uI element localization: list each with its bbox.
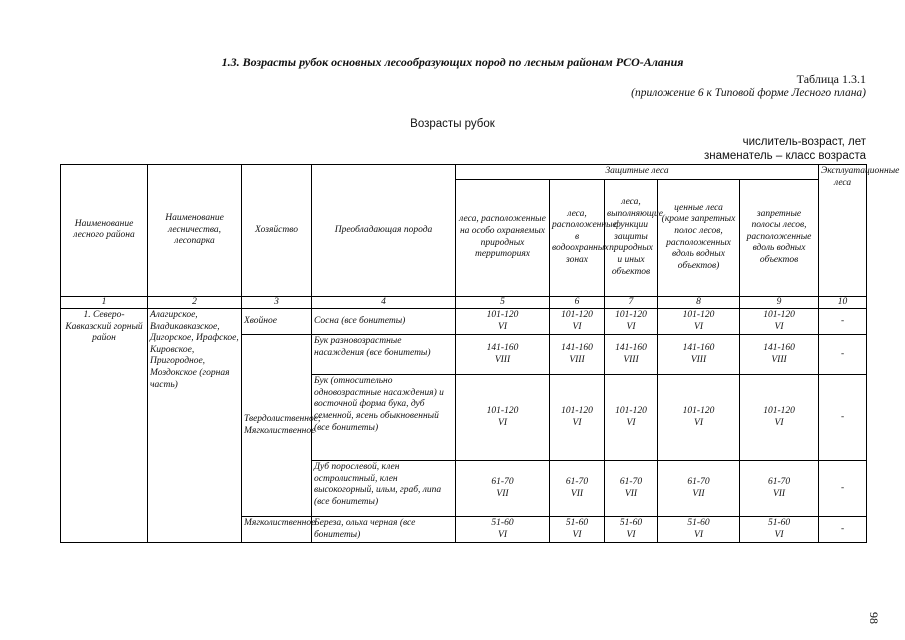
header-farm: Хозяйство (242, 165, 312, 297)
age-cell (740, 517, 819, 543)
age-class: VIII (569, 354, 585, 365)
column-number: 2 (148, 296, 242, 309)
column-number: 7 (605, 296, 658, 309)
age-cell (550, 517, 605, 543)
age-class: VII (692, 488, 705, 499)
header-valuable-forests: ценные леса (кроме запретных полос лесов, расположенных вдоль водных объектов) (658, 179, 740, 296)
age-class: VI (694, 417, 703, 428)
age-cell (550, 335, 605, 375)
cutting-age-table (60, 164, 900, 543)
exploitation-cell: - (819, 517, 867, 543)
column-number: 10 (819, 296, 867, 309)
age-value: 101-120 (615, 310, 647, 321)
age-value: 101-120 (763, 310, 795, 321)
farm-cell: Хвойное (242, 309, 312, 335)
species-cell: Дуб порослевой, клен остролистный, клен высокогорный, ильм, граб, липа (все бонитеты) (312, 461, 456, 517)
age-value: 101-120 (561, 310, 593, 321)
age-cell (658, 335, 740, 375)
age-cell (605, 375, 658, 461)
header-protective-functions: леса, выполняющие функции защиты природных и иных объектов (605, 179, 658, 296)
age-value: 61-70 (491, 477, 514, 488)
age-cell (658, 461, 740, 517)
age-class: VI (572, 417, 582, 428)
age-value: 51-60 (491, 518, 514, 529)
age-cell (605, 309, 658, 335)
age-cell (740, 335, 819, 375)
age-class: VI (694, 321, 703, 332)
age-class: VII (624, 488, 638, 499)
age-value: 101-120 (763, 406, 795, 417)
species-cell: Бук (относительно одновозрастные насаждения) и восточной форма бука, дуб семенной, ясень обыкновенный (все бонитеты) (312, 375, 456, 461)
age-cell (658, 375, 740, 461)
age-value: 141-160 (682, 343, 715, 354)
age-value: 141-160 (486, 343, 519, 354)
age-cell (456, 517, 550, 543)
column-number: 4 (312, 296, 456, 309)
age-value: 61-70 (619, 477, 643, 488)
page-number: 98 (867, 612, 881, 624)
age-cell (658, 309, 740, 335)
age-value: 61-70 (565, 477, 589, 488)
header-protective-forests: Защитные леса (456, 165, 819, 180)
age-class: VI (626, 321, 636, 332)
age-class: VI (694, 529, 703, 540)
header-banned-strips: запретные полосы лесов, расположенные вдоль водных объектов (740, 179, 819, 296)
forestry-names-cell: Алагирское, Владикавказское, Дигорское, Ирафское, Кировское, Пригородное, Моздокское (горная часть) (148, 309, 242, 543)
column-number: 1 (61, 296, 148, 309)
exploitation-cell: - (819, 375, 867, 461)
appendix-note: (приложение 6 к Типовой форме Лесного плана) (631, 87, 866, 99)
age-class: VII (772, 488, 786, 499)
age-cell (740, 375, 819, 461)
header-forestry-name: Наименование лесничества, лесопарка (148, 165, 242, 297)
age-class: VI (626, 529, 636, 540)
age-value: 101-120 (615, 406, 647, 417)
forest-district-cell: 1. Северо-Кавказский горный район (61, 309, 148, 543)
column-number: 6 (550, 296, 605, 309)
age-class: VI (774, 321, 784, 332)
age-class: VI (498, 321, 507, 332)
age-value: 51-60 (565, 518, 589, 529)
age-class: VI (498, 417, 507, 428)
age-cell (456, 309, 550, 335)
age-class: VIII (623, 354, 639, 365)
table-number: Таблица 1.3.1 (796, 72, 866, 86)
header-exploitation: Эксплуатационные леса (819, 165, 867, 297)
legend-numerator: числитель-возраст, лет (742, 136, 866, 148)
age-value: 141-160 (763, 343, 795, 354)
age-value: 51-60 (687, 518, 710, 529)
age-value: 61-70 (767, 477, 791, 488)
table-caption: Возрасты рубок (410, 118, 495, 130)
species-cell: Сосна (все бонитеты) (312, 309, 456, 335)
header-species: Преобладающая порода (312, 165, 456, 297)
age-value: 61-70 (687, 477, 710, 488)
age-value: 141-160 (561, 343, 593, 354)
column-number: 3 (242, 296, 312, 309)
age-cell (550, 309, 605, 335)
age-value: 101-120 (486, 310, 519, 321)
age-class: VI (498, 529, 507, 540)
age-class: VI (774, 417, 784, 428)
exploitation-cell: - (819, 309, 867, 335)
age-class: VIII (771, 354, 787, 365)
header-protected-areas: леса, расположенные на особо охраняемых природных территориях (456, 179, 550, 296)
section-title: 1.3. Возрасты рубок основных лесообразующих пород по лесным районам РСО-Алания (221, 55, 684, 69)
farm-cell: Мягколиственное (242, 517, 312, 543)
age-cell (456, 335, 550, 375)
age-value: 101-120 (561, 406, 593, 417)
exploitation-cell: - (819, 461, 867, 517)
age-class: VI (774, 529, 784, 540)
age-class: VI (626, 417, 636, 428)
table-row (61, 309, 867, 335)
species-cell: Береза, ольха черная (все бонитеты) (312, 517, 456, 543)
age-class: VI (572, 321, 582, 332)
age-cell (456, 461, 550, 517)
age-cell (740, 309, 819, 335)
age-class: VI (572, 529, 582, 540)
column-number: 8 (658, 296, 740, 309)
age-value: 101-120 (682, 310, 715, 321)
age-value: 51-60 (619, 518, 643, 529)
age-value: 51-60 (767, 518, 791, 529)
age-cell (658, 517, 740, 543)
header-water-zones: леса, расположенные в водоохранных зонах (550, 179, 605, 296)
age-value: 141-160 (615, 343, 647, 354)
column-number: 5 (456, 296, 550, 309)
column-number: 9 (740, 296, 819, 309)
header-forest-district: Наименование лесного района (61, 165, 148, 297)
age-cell (550, 375, 605, 461)
age-cell (456, 375, 550, 461)
column-number-row (61, 296, 867, 309)
farm-cell: Твердолиственное; Мягколиственное (242, 335, 312, 517)
exploitation-cell: - (819, 335, 867, 375)
age-class: VIII (494, 354, 511, 365)
age-class: VII (496, 488, 509, 499)
age-cell (605, 461, 658, 517)
legend-denominator: знаменатель – класс возраста (703, 150, 866, 162)
age-value: 101-120 (486, 406, 519, 417)
age-class: VIII (690, 354, 707, 365)
age-cell (605, 517, 658, 543)
age-cell (740, 461, 819, 517)
age-cell (605, 335, 658, 375)
age-class: VII (570, 488, 584, 499)
species-cell: Бук разновозрастные насаждения (все бонитеты) (312, 335, 456, 375)
age-cell (550, 461, 605, 517)
age-value: 101-120 (682, 406, 715, 417)
